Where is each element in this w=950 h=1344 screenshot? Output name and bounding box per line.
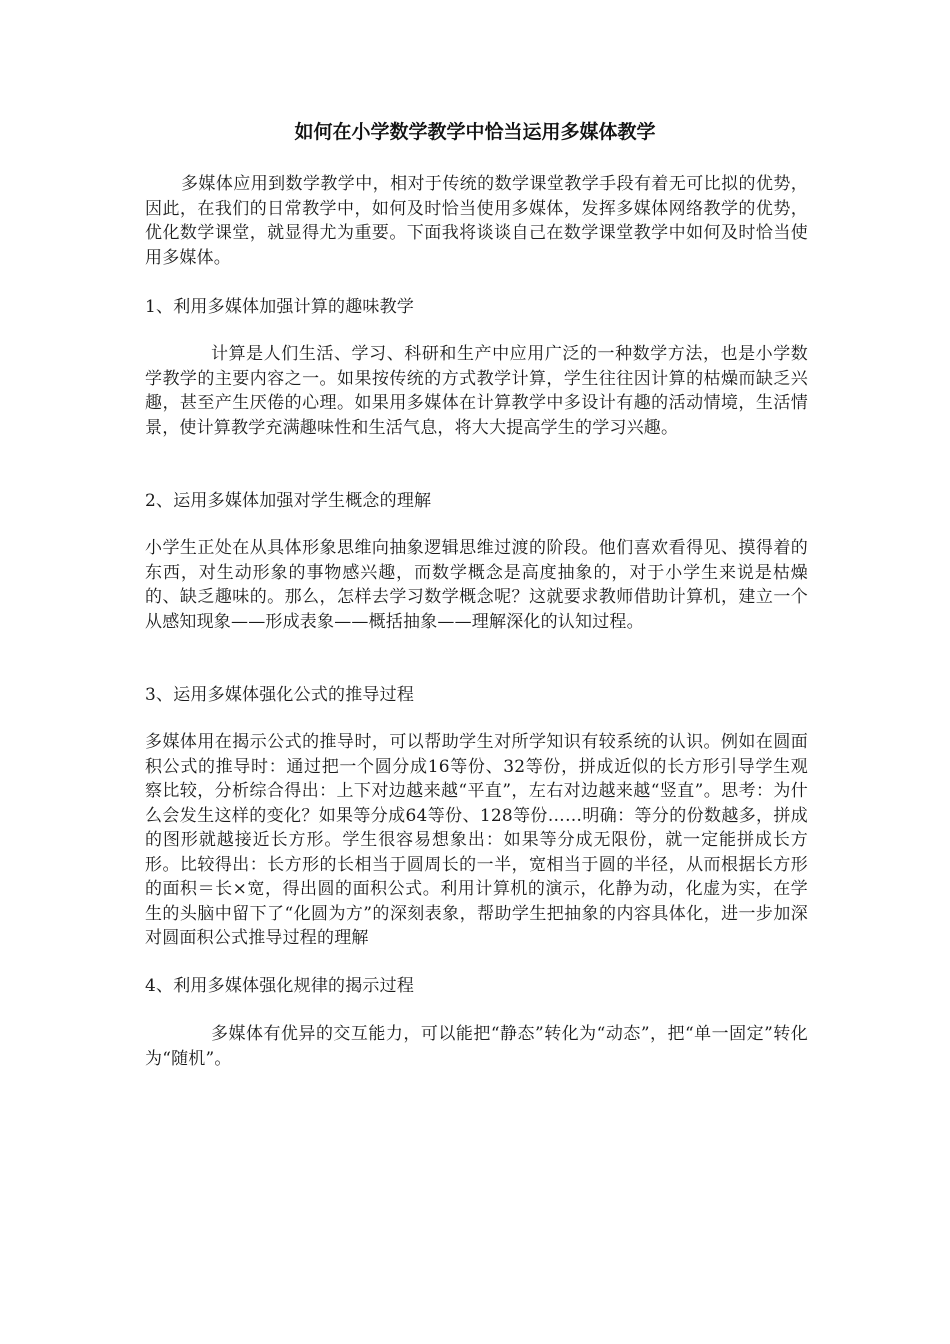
section-3-body: 多媒体用在揭示公式的推导时，可以帮助学生对所学知识有较系统的认识。例如在圆面积公式的推导时：通过把一个圆分成16等份、32等份，拼成近似的长方形引导学生观察比较，分析综合得出：上下对边越来越“平直”，左右对边越来越“竖直”。思考：为什么会发生这样的变化？如果等分成64等份、128等份……明确：等分的份数越多，拼成的图形就越接近长方形。学生很容易想象出：如果等分成无限份，就一定能拼成长方形。比较得出：长方形的长相当于圆周长的一半，宽相当于圆的半径，从而根据长方形的面积＝长×宽，得出圆的面积公式。利用计算机的演示，化静为动，化虚为实，在学生的头脑中留下了“化圆为方”的深刻表象，帮助学生把抽象的内容具体化，进一步加深对圆面积公式推导过程的理解	[145, 732, 808, 948]
section-4-body: 多媒体有优异的交互能力，可以能把“静态”转化为“动态”，把“单一固定”转化为“随机”。	[145, 1024, 808, 1069]
section-2-heading: 2、运用多媒体加强对学生概念的理解	[145, 491, 432, 511]
section-1-heading: 1、利用多媒体加强计算的趣味教学	[145, 297, 415, 317]
document-title: 如何在小学数学教学中恰当运用多媒体教学	[294, 121, 656, 143]
section-1-body: 计算是人们生活、学习、科研和生产中应用广泛的一种数学方法，也是小学数学教学的主要内容之一。如果按传统的方式教学计算，学生往往因计算的枯燥而缺乏兴趣，甚至产生厌倦的心理。如果用多媒体在计算教学中多设计有趣的活动情境，生活情景，使计算教学充满趣味性和生活气息，将大大提高学生的学习兴趣。	[145, 344, 808, 438]
intro-paragraph: 多媒体应用到数学教学中，相对于传统的数学课堂教学手段有着无可比拟的优势，因此，在我们的日常教学中，如何及时恰当使用多媒体，发挥多媒体网络教学的优势，优化数学课堂，就显得尤为重要。下面我将谈谈自己在数学课堂教学中如何及时恰当使用多媒体。	[145, 174, 808, 268]
section-3-heading: 3、运用多媒体强化公式的推导过程	[145, 685, 415, 705]
section-4-heading: 4、利用多媒体强化规律的揭示过程	[145, 976, 415, 996]
section-2-body: 小学生正处在从具体形象思维向抽象逻辑思维过渡的阶段。他们喜欢看得见、摸得着的东西，对生动形象的事物感兴趣，而数学概念是高度抽象的，对于小学生来说是枯燥的、缺乏趣味的。那么，怎样去学习数学概念呢？这就要求教师借助计算机，建立一个从感知现象——形成表象——概括抽象——理解深化的认知过程。	[145, 538, 808, 632]
